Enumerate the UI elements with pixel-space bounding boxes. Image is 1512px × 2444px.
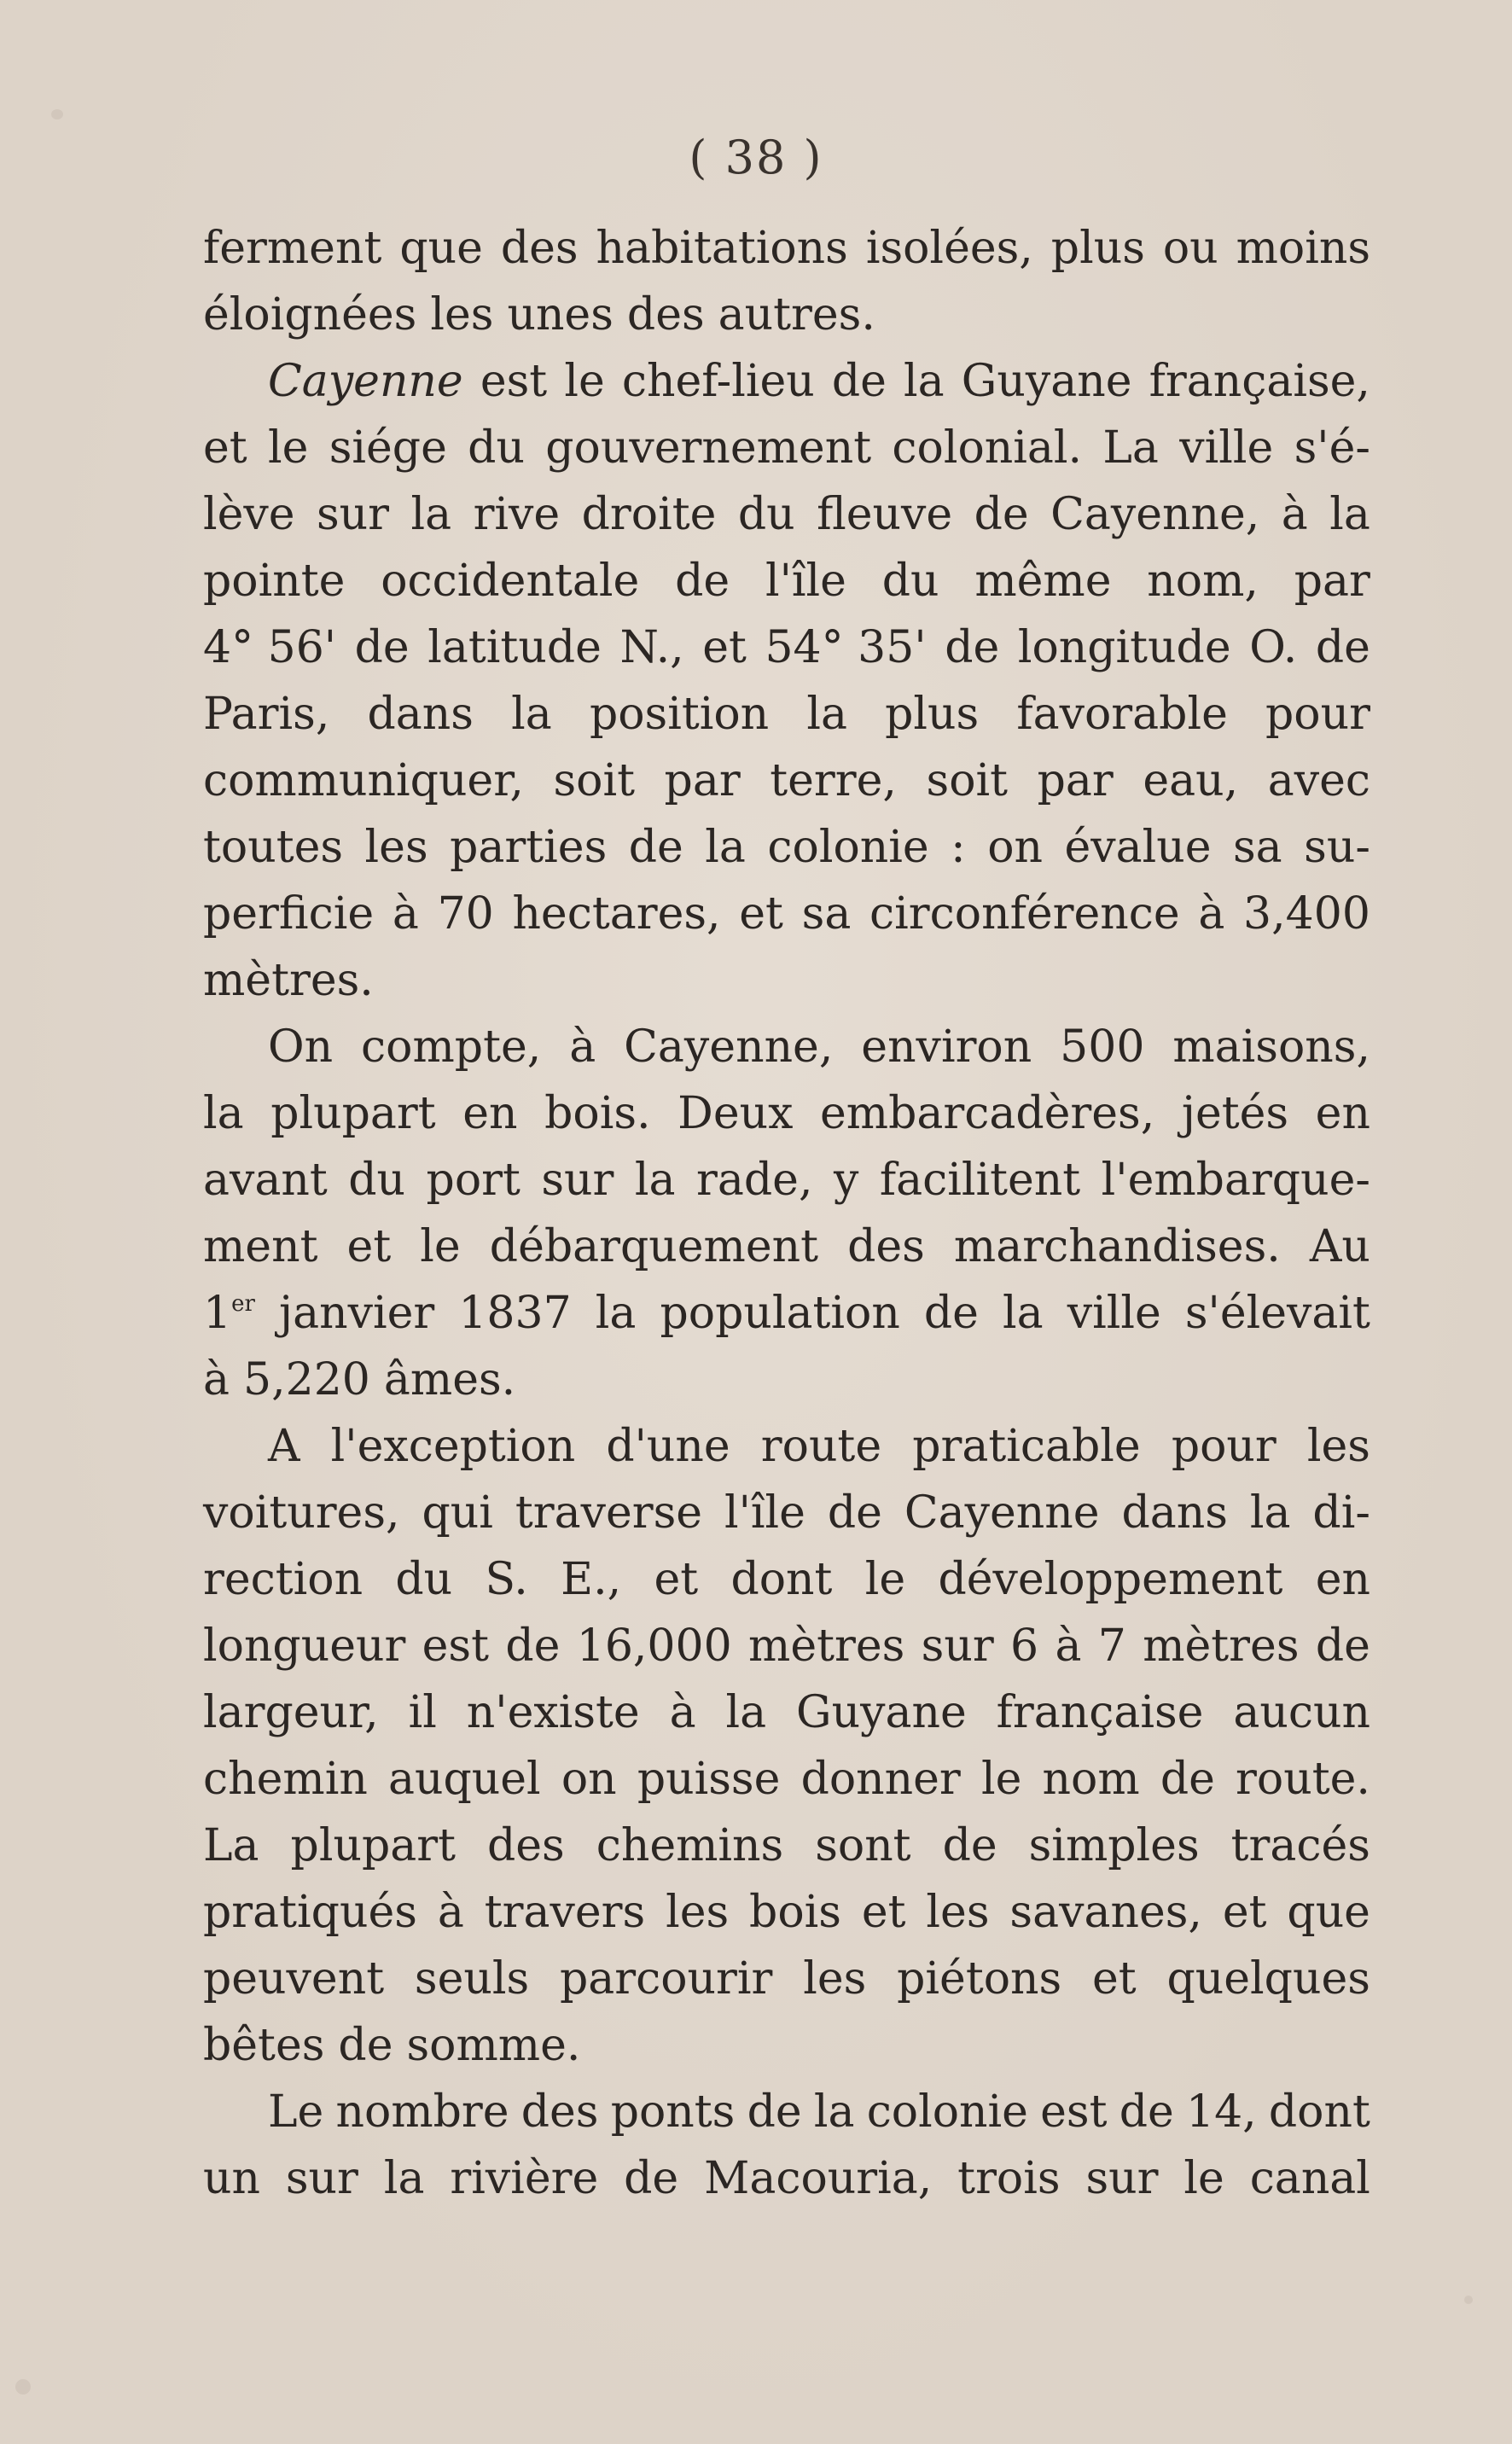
- word: Le: [268, 2086, 324, 2138]
- word: la: [410, 489, 452, 540]
- word: A: [268, 1421, 300, 1472]
- word: on: [561, 1754, 617, 1805]
- word: à: [203, 1354, 230, 1405]
- word: sa: [1233, 822, 1282, 873]
- text-line: [203, 2145, 1370, 2212]
- word: [203, 1280, 255, 1347]
- word: nom: [1042, 1754, 1140, 1805]
- word: est: [480, 356, 548, 407]
- word: terre,: [770, 755, 897, 806]
- word: La: [203, 1820, 259, 1871]
- word: des: [486, 1820, 565, 1871]
- word: de: [747, 2086, 802, 2138]
- word: avec: [1267, 755, 1370, 806]
- word: bois.: [544, 1088, 651, 1139]
- word: du: [468, 422, 525, 474]
- word: française: [996, 1687, 1204, 1738]
- word: plupart: [290, 1820, 456, 1871]
- word: Cayenne,: [624, 1021, 834, 1073]
- text-line: [203, 947, 1370, 1014]
- word: latitude: [427, 622, 602, 673]
- word: O.: [1249, 622, 1298, 673]
- word: tracés: [1230, 1820, 1370, 1871]
- word: du: [348, 1155, 406, 1206]
- word: parties: [450, 822, 608, 873]
- word: à: [1281, 489, 1308, 540]
- word: en: [1315, 1554, 1370, 1605]
- word: le: [1183, 2153, 1224, 2204]
- word: Paris,: [203, 689, 330, 740]
- text-line: [203, 1213, 1370, 1280]
- word: la: [634, 1155, 676, 1206]
- word: on: [987, 822, 1043, 873]
- paper-spot: [1464, 2296, 1473, 2304]
- text-line: [203, 481, 1370, 548]
- word: dans: [1121, 1487, 1228, 1539]
- word: la: [511, 689, 552, 740]
- word: mètres.: [203, 955, 374, 1006]
- word: de: [624, 2153, 679, 2204]
- word: savanes,: [1009, 1887, 1202, 1938]
- word: circonférence: [869, 888, 1180, 940]
- word: française,: [1149, 356, 1370, 407]
- word: de: [974, 489, 1029, 540]
- word: longitude: [1017, 622, 1231, 673]
- word: d'une: [606, 1421, 730, 1472]
- word: 54° 35': [765, 622, 927, 673]
- word: sa: [801, 888, 852, 940]
- word: Deux: [677, 1088, 794, 1139]
- word: 5,220: [243, 1354, 370, 1405]
- word: marchandises.: [953, 1221, 1281, 1272]
- word: le: [267, 422, 309, 474]
- word: de: [505, 1621, 561, 1672]
- word: mètres: [1143, 1621, 1300, 1672]
- word: :: [951, 822, 966, 873]
- text-line: [203, 2012, 1370, 2079]
- word: On: [268, 1021, 334, 1073]
- word: de: [945, 622, 1000, 673]
- word: s'élevait: [1184, 1288, 1370, 1339]
- word: favorable: [1016, 689, 1228, 740]
- word: traverse: [515, 1487, 703, 1539]
- text-line: [203, 1413, 1370, 1480]
- word: l'île: [765, 556, 846, 607]
- word: les: [803, 1953, 867, 2005]
- text-line: [203, 748, 1370, 814]
- word: quelques: [1166, 1953, 1370, 2005]
- word: la: [813, 2086, 855, 2138]
- word: éloignées: [203, 289, 417, 340]
- word: bêtes: [203, 2020, 325, 2071]
- word: développement: [938, 1554, 1283, 1605]
- word: pointe: [203, 556, 346, 607]
- word: sur: [541, 1155, 614, 1206]
- word: 1837: [458, 1288, 572, 1339]
- word: du: [395, 1554, 453, 1605]
- word: 3,400: [1243, 888, 1370, 940]
- word: E.,: [561, 1554, 622, 1605]
- text-line: [203, 1347, 1370, 1413]
- word: à: [1055, 1621, 1082, 1672]
- word: Cayenne: [904, 1487, 1100, 1539]
- word: des: [500, 223, 579, 274]
- word: un: [203, 2153, 260, 2204]
- word: piétons: [897, 1953, 1062, 2005]
- word: sur: [921, 1621, 994, 1672]
- word: chemin: [203, 1754, 368, 1805]
- word: évalue: [1064, 822, 1212, 873]
- word: rivière: [450, 2153, 599, 2204]
- word: Cayenne: [268, 356, 463, 407]
- word: par: [1294, 556, 1370, 607]
- word: occidentale: [381, 556, 640, 607]
- word: est: [1040, 2086, 1108, 2138]
- word: compte,: [361, 1021, 542, 1073]
- word: de: [1119, 2086, 1174, 2138]
- word: 70: [437, 888, 494, 940]
- word: la: [806, 689, 847, 740]
- word: Cayenne,: [1050, 489, 1260, 540]
- word: la: [1249, 1487, 1291, 1539]
- word: la: [595, 1288, 637, 1339]
- word: population: [660, 1288, 900, 1339]
- word: plus: [1050, 223, 1145, 274]
- word: canal: [1249, 2153, 1370, 2204]
- word: de: [675, 556, 730, 607]
- word: la: [904, 356, 945, 407]
- word: isolées,: [865, 223, 1033, 274]
- word: chef-lieu: [621, 356, 815, 407]
- word: mètres: [748, 1621, 905, 1672]
- text-line: [203, 282, 1370, 348]
- word: en: [462, 1088, 518, 1139]
- word: de: [942, 1820, 997, 1871]
- word: droite: [581, 489, 717, 540]
- word: les: [926, 1887, 990, 1938]
- text-line: [203, 1080, 1370, 1147]
- word: que: [1287, 1887, 1370, 1938]
- word: de: [831, 356, 887, 407]
- word: janvier: [279, 1288, 435, 1339]
- word: environ: [861, 1021, 1032, 1073]
- word: La: [1102, 422, 1159, 474]
- word: colonie: [866, 2086, 1028, 2138]
- word: de: [1315, 1621, 1370, 1672]
- word: même: [974, 556, 1112, 607]
- word: eau,: [1143, 755, 1239, 806]
- word: par: [664, 755, 741, 806]
- text-line: [203, 415, 1370, 481]
- word: de: [923, 1288, 979, 1339]
- word: y: [833, 1155, 859, 1206]
- word: s'é-: [1294, 422, 1370, 474]
- word: sur: [317, 489, 390, 540]
- paper-spot: [15, 2379, 31, 2395]
- paper-spot: [51, 109, 63, 119]
- word: âmes.: [383, 1354, 516, 1405]
- word: de: [827, 1487, 882, 1539]
- word: l'embarque-: [1101, 1155, 1370, 1206]
- text-line: [203, 548, 1370, 614]
- word: 14,: [1185, 2086, 1257, 2138]
- word: ville: [1179, 422, 1274, 474]
- word: toutes: [203, 822, 344, 873]
- word: de: [1315, 622, 1370, 673]
- word: rive: [473, 489, 561, 540]
- word: parcourir: [559, 1953, 773, 2005]
- word: le: [564, 356, 605, 407]
- word: 500: [1060, 1021, 1145, 1073]
- word: S.: [485, 1554, 528, 1605]
- word: et: [702, 622, 747, 673]
- word: à: [1198, 888, 1225, 940]
- word: la: [725, 1687, 767, 1738]
- word: en: [1315, 1088, 1370, 1139]
- word: donner: [800, 1754, 961, 1805]
- word: 16,000: [576, 1621, 732, 1672]
- word: seuls: [414, 1953, 530, 2005]
- word: qui: [422, 1487, 493, 1539]
- text-line: [203, 1679, 1370, 1746]
- word: embarcadères,: [819, 1088, 1155, 1139]
- word: su-: [1304, 822, 1370, 873]
- word: rection: [203, 1554, 363, 1605]
- word: plupart: [270, 1088, 436, 1139]
- text-line: [203, 1613, 1370, 1679]
- word: autres.: [718, 289, 875, 340]
- word: rade,: [696, 1155, 813, 1206]
- body-text: [203, 215, 1370, 2212]
- text-line: [203, 814, 1370, 881]
- word: et: [739, 888, 783, 940]
- word: jetés: [1181, 1088, 1289, 1139]
- word: puisse: [637, 1754, 781, 1805]
- word: travers: [484, 1887, 646, 1938]
- word: plus: [885, 689, 980, 740]
- word: trois: [957, 2153, 1061, 2204]
- word: la: [1003, 1288, 1044, 1339]
- text-line: [203, 1480, 1370, 1546]
- word: fleuve: [817, 489, 953, 540]
- word: et: [861, 1887, 906, 1938]
- word: la: [705, 822, 746, 873]
- word: colonie: [767, 822, 929, 873]
- word: est: [422, 1621, 490, 1672]
- word: 6: [1010, 1621, 1039, 1672]
- word: du: [881, 556, 939, 607]
- word: nom,: [1147, 556, 1259, 607]
- word: Macouria,: [704, 2153, 933, 2204]
- text-line: [203, 1014, 1370, 1080]
- word: il: [408, 1687, 437, 1738]
- word: soit: [553, 755, 635, 806]
- word: par: [1037, 755, 1114, 806]
- word: à: [437, 1887, 464, 1938]
- text-line: [203, 2079, 1370, 2145]
- word: de: [354, 622, 410, 673]
- word: la: [383, 2153, 425, 2204]
- text-line: [203, 1813, 1370, 1879]
- word: sur: [1085, 2153, 1159, 2204]
- word: gouvernement: [545, 422, 872, 474]
- word: voitures,: [203, 1487, 400, 1539]
- word: lève: [203, 489, 295, 540]
- word: débarquement: [489, 1221, 819, 1272]
- text-line: [203, 348, 1370, 415]
- word: 4° 56': [203, 622, 337, 673]
- word: à: [569, 1021, 596, 1073]
- word: simples: [1028, 1820, 1200, 1871]
- word: et: [1222, 1887, 1267, 1938]
- word: auquel: [388, 1754, 541, 1805]
- word: pour: [1265, 689, 1370, 740]
- word: habitations: [596, 223, 848, 274]
- word: ferment: [203, 223, 382, 274]
- superscript: er: [231, 1291, 255, 1317]
- text-line: [203, 1879, 1370, 1946]
- word: les: [666, 1887, 730, 1938]
- word: le: [864, 1554, 906, 1605]
- word: 7: [1097, 1621, 1126, 1672]
- text-line: [203, 614, 1370, 681]
- word: de: [338, 2020, 393, 2071]
- word: de: [628, 822, 683, 873]
- word: N.,: [619, 622, 684, 673]
- word: des: [520, 2086, 599, 2138]
- text-line: [203, 881, 1370, 947]
- word: port: [426, 1155, 520, 1206]
- word: la: [203, 1088, 244, 1139]
- text-line: [203, 1147, 1370, 1213]
- word: siége: [329, 422, 447, 474]
- word: di-: [1312, 1487, 1370, 1539]
- word: peuvent: [203, 1953, 385, 2005]
- word: longueur: [203, 1621, 406, 1672]
- word: aucun: [1233, 1687, 1370, 1738]
- word: les: [430, 289, 494, 340]
- word: que: [399, 223, 483, 274]
- word: route: [760, 1421, 882, 1472]
- word: les: [364, 822, 428, 873]
- page-number: ( 38 ): [689, 131, 823, 184]
- word: moins: [1236, 223, 1370, 274]
- word: et: [346, 1221, 392, 1272]
- word: de: [1160, 1754, 1215, 1805]
- text-line: [203, 215, 1370, 282]
- text-line: [203, 681, 1370, 748]
- word: et: [1092, 1953, 1137, 2005]
- word: chemins: [596, 1820, 784, 1871]
- word: hectares,: [512, 888, 721, 940]
- word: praticable: [912, 1421, 1141, 1472]
- word-base: 1: [203, 1288, 232, 1339]
- word: facilitent: [879, 1155, 1081, 1206]
- word: sont: [815, 1820, 911, 1871]
- word: avant: [203, 1155, 328, 1206]
- text-line: [203, 1280, 1370, 1347]
- word: Guyane: [796, 1687, 967, 1738]
- word: le: [980, 1754, 1022, 1805]
- word: somme.: [406, 2020, 581, 2071]
- text-line: [203, 1946, 1370, 2012]
- word: pour: [1171, 1421, 1276, 1472]
- word: à: [669, 1687, 696, 1738]
- word: largeur,: [203, 1687, 379, 1738]
- word: pratiqués: [203, 1887, 417, 1938]
- word: maisons,: [1172, 1021, 1370, 1073]
- word: ou: [1162, 223, 1218, 274]
- word: position: [589, 689, 770, 740]
- word: le: [420, 1221, 461, 1272]
- word: ville: [1067, 1288, 1161, 1339]
- word: n'existe: [466, 1687, 640, 1738]
- word: du: [737, 489, 795, 540]
- word: la: [1329, 489, 1370, 540]
- word: Guyane: [961, 356, 1132, 407]
- word: ment: [203, 1221, 318, 1272]
- word: communiquer,: [203, 755, 524, 806]
- word: nombre: [335, 2086, 509, 2138]
- word: dont: [1268, 2086, 1370, 2138]
- word: ponts: [610, 2086, 736, 2138]
- word: les: [1306, 1421, 1370, 1472]
- word: dont: [730, 1554, 833, 1605]
- word: perficie: [203, 888, 375, 940]
- word: des: [626, 289, 705, 340]
- text-line: [203, 1746, 1370, 1813]
- word: l'île: [724, 1487, 805, 1539]
- word: colonial.: [892, 422, 1083, 474]
- word: dans: [367, 689, 474, 740]
- word: unes: [507, 289, 614, 340]
- word: route.: [1236, 1754, 1370, 1805]
- word: à: [392, 888, 419, 940]
- word: bois: [749, 1887, 841, 1938]
- word: sur: [285, 2153, 358, 2204]
- word: des: [847, 1221, 925, 1272]
- text-line: [203, 1546, 1370, 1613]
- word: Au: [1309, 1221, 1370, 1272]
- word: l'exception: [330, 1421, 576, 1472]
- word: soit: [926, 755, 1009, 806]
- word: et: [203, 422, 247, 474]
- word: et: [654, 1554, 699, 1605]
